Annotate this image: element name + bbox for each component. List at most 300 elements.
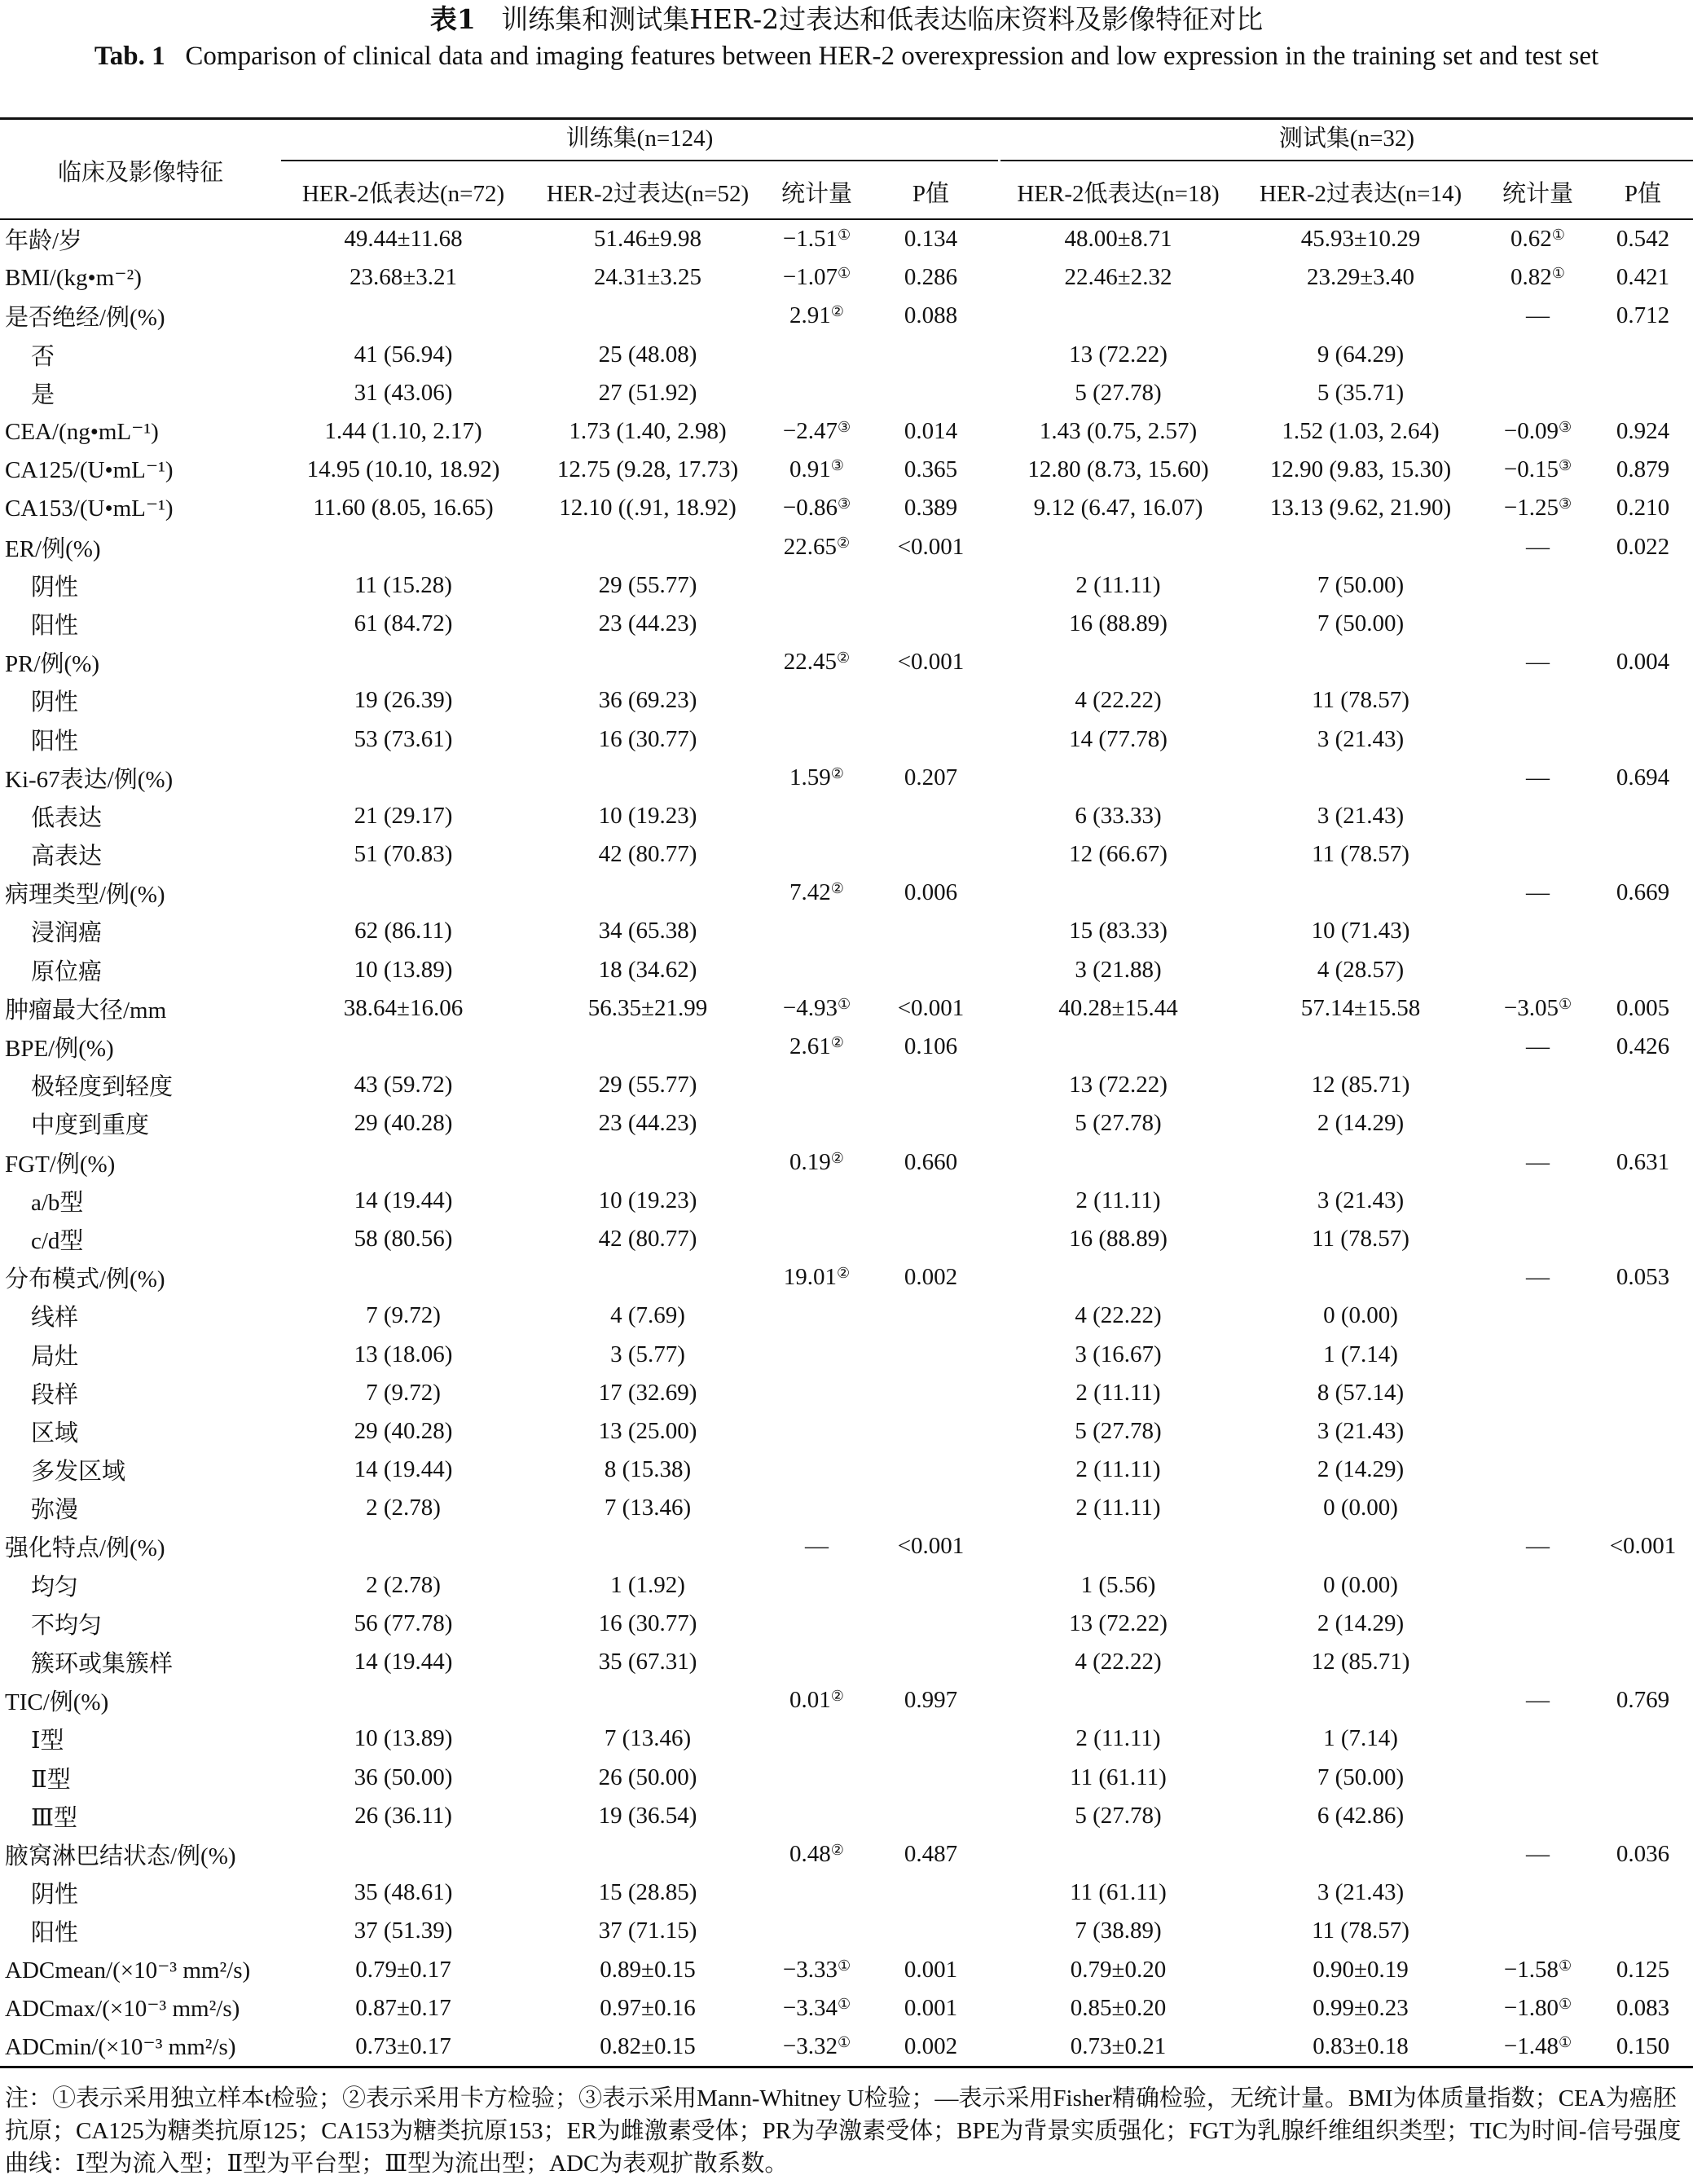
row-label: 是否绝经/例(%) — [5, 305, 165, 332]
table-row — [0, 835, 1693, 874]
cell-train-low: 7 (9.72) — [366, 1302, 441, 1329]
cell-train-stat: −3.34① — [782, 1994, 851, 2021]
cell-test-stat — [1483, 797, 1593, 835]
cell-train-p — [864, 1335, 998, 1373]
cell-train-p: 0.207 — [904, 764, 958, 790]
cell-test-stat — [1483, 1220, 1593, 1258]
table-row — [0, 412, 1693, 451]
cell-test-p — [1593, 951, 1693, 989]
cell-train-stat: −4.93① — [782, 994, 851, 1021]
table-row — [0, 1912, 1693, 1950]
cell-train-stat — [770, 681, 864, 720]
cell-test-low: 15 (83.33) — [1069, 918, 1168, 944]
cell-test-p — [1593, 1489, 1693, 1527]
cell-train-low: 38.64±16.06 — [343, 994, 464, 1021]
cell-test-low: 1.43 (0.75, 2.57) — [1039, 418, 1198, 445]
header-test-group: 测试集(n=32) — [1278, 125, 1415, 152]
cell-test-stat: — — [1526, 1148, 1550, 1175]
cell-test-p — [1593, 374, 1693, 412]
table-row — [0, 1950, 1693, 1988]
cell-train-p — [864, 336, 998, 374]
cell-test-p: 0.631 — [1616, 1148, 1670, 1175]
table-row — [0, 1797, 1693, 1835]
table-row — [0, 1527, 1693, 1565]
header-test-p: P值 — [1624, 181, 1662, 207]
cell-train-low: 10 (13.89) — [354, 956, 453, 983]
cell-train-low: 26 (36.11) — [354, 1802, 452, 1829]
cell-train-p — [864, 605, 998, 643]
cell-test-stat — [1483, 336, 1593, 374]
cell-test-stat: — — [1526, 649, 1550, 676]
table-row — [0, 1605, 1693, 1643]
cell-train-over: 7 (13.46) — [604, 1725, 692, 1752]
cell-train-over: 29 (55.77) — [598, 1072, 697, 1099]
cell-train-p: 0.134 — [904, 226, 958, 253]
cell-test-p — [1593, 1451, 1693, 1489]
table-row — [0, 1220, 1693, 1258]
cell-train-p: 0.365 — [904, 456, 958, 483]
cell-test-over — [1238, 1681, 1483, 1719]
cell-train-low: 10 (13.89) — [354, 1725, 453, 1752]
cell-train-over: 27 (51.92) — [598, 379, 697, 406]
row-label: 强化特点/例(%) — [5, 1535, 165, 1562]
table-body — [0, 220, 1693, 2066]
cell-test-p: 0.426 — [1616, 1033, 1670, 1060]
cell-train-low: 29 (40.28) — [354, 1417, 453, 1444]
row-label: 年龄/岁 — [5, 228, 83, 255]
cell-test-stat — [1483, 681, 1593, 720]
cell-test-stat — [1483, 951, 1593, 989]
cell-test-over: 7 (50.00) — [1317, 571, 1405, 598]
row-label: TIC/例(%) — [5, 1689, 109, 1716]
cell-train-p — [864, 1182, 998, 1220]
cell-train-p — [864, 1451, 998, 1489]
cell-train-low: 7 (9.72) — [366, 1379, 441, 1406]
cell-train-over — [525, 528, 770, 566]
table-row — [0, 528, 1693, 566]
cell-test-low: 40.28±15.44 — [1058, 994, 1178, 1021]
cell-test-p — [1593, 1374, 1693, 1412]
cell-test-low: 1 (5.56) — [1080, 1571, 1156, 1598]
cell-test-over: 1 (7.14) — [1323, 1341, 1398, 1367]
cell-test-stat: — — [1526, 1533, 1550, 1560]
cell-test-p: 0.150 — [1616, 2032, 1670, 2059]
cell-train-over — [525, 1143, 770, 1182]
cell-test-p: 0.053 — [1616, 1264, 1670, 1291]
cell-train-low: 58 (80.56) — [354, 1225, 453, 1252]
cell-test-over: 12 (85.71) — [1311, 1649, 1410, 1675]
table-row — [0, 1297, 1693, 1335]
cell-test-stat: — — [1526, 302, 1550, 329]
cell-train-low — [281, 1258, 525, 1297]
cell-train-over: 10 (19.23) — [598, 1187, 697, 1213]
row-label: 区域 — [31, 1420, 79, 1446]
row-label: Ⅱ型 — [31, 1766, 71, 1793]
cell-train-over: 51.46±9.98 — [594, 226, 701, 253]
table-row — [0, 797, 1693, 835]
cell-test-p — [1593, 1797, 1693, 1835]
row-label: ADCmean/(×10⁻³ mm²/s) — [5, 1957, 251, 1984]
cell-test-stat: — — [1526, 1264, 1550, 1291]
cell-test-low: 2 (11.11) — [1075, 1187, 1161, 1213]
cell-test-over: 3 (21.43) — [1317, 725, 1405, 752]
table-label-cn: 表1 — [429, 3, 476, 35]
cell-train-over — [525, 759, 770, 797]
cell-test-stat: — — [1526, 764, 1550, 790]
cell-train-p: <0.001 — [897, 994, 965, 1021]
cell-train-low: 37 (51.39) — [354, 1918, 453, 1944]
cell-train-stat — [770, 1605, 864, 1643]
table-row — [0, 1566, 1693, 1605]
cell-train-low: 29 (40.28) — [354, 1110, 453, 1137]
cell-train-p — [864, 1874, 998, 1912]
cell-train-stat — [770, 1797, 864, 1835]
row-label: CA125/(U•mL⁻¹) — [5, 457, 174, 484]
row-label: CEA/(ng•mL⁻¹) — [5, 419, 159, 446]
row-label: ADCmin/(×10⁻³ mm²/s) — [5, 2033, 236, 2060]
table-row — [0, 1989, 1693, 2028]
cell-train-over: 3 (5.77) — [610, 1341, 685, 1367]
cell-train-over — [525, 643, 770, 681]
cell-train-low: 13 (18.06) — [354, 1341, 453, 1367]
cell-train-over: 0.89±0.15 — [600, 1956, 696, 1983]
table-row — [0, 1374, 1693, 1412]
cell-train-over: 42 (80.77) — [598, 841, 697, 868]
cell-train-over — [525, 874, 770, 912]
cell-test-over — [1238, 297, 1483, 335]
cell-test-over: 57.14±15.58 — [1300, 994, 1421, 1021]
cell-train-low: 62 (86.11) — [354, 918, 452, 944]
cell-test-over: 8 (57.14) — [1317, 1379, 1405, 1406]
table-row — [0, 912, 1693, 950]
cell-test-p: 0.879 — [1616, 456, 1670, 483]
table-row — [0, 989, 1693, 1028]
row-label: FGT/例(%) — [5, 1151, 116, 1178]
cell-test-stat — [1483, 912, 1593, 950]
cell-train-low: 0.79±0.17 — [355, 1956, 451, 1983]
cell-test-stat — [1483, 1719, 1593, 1758]
cell-train-stat: 2.91② — [789, 302, 844, 329]
cell-train-low: 21 (29.17) — [354, 802, 453, 829]
train-group-rule — [281, 160, 998, 161]
header-train-stat: 统计量 — [781, 181, 852, 207]
cell-train-stat: −1.51① — [782, 226, 851, 253]
cell-test-over: 11 (78.57) — [1312, 1225, 1409, 1252]
cell-train-over — [525, 1835, 770, 1874]
row-label: ER/例(%) — [5, 535, 101, 562]
cell-test-low: 5 (27.78) — [1075, 1417, 1162, 1444]
cell-train-p — [864, 720, 998, 758]
cell-test-stat: −0.09③ — [1503, 418, 1572, 445]
cell-test-p: 0.125 — [1616, 1956, 1670, 1983]
cell-test-over: 4 (28.57) — [1317, 956, 1405, 983]
cell-train-p — [864, 681, 998, 720]
row-label: 阳性 — [31, 612, 79, 639]
cell-test-p — [1593, 1605, 1693, 1643]
header-feature: 临床及影像特征 — [57, 160, 223, 186]
cell-train-stat: 0.48② — [789, 1840, 844, 1867]
cell-test-over: 2 (14.29) — [1317, 1456, 1405, 1483]
cell-test-low: 0.73±0.21 — [1070, 2032, 1167, 2059]
cell-train-p: <0.001 — [897, 649, 965, 676]
cell-test-p: 0.005 — [1616, 994, 1670, 1021]
cell-train-over: 24.31±3.25 — [594, 264, 701, 291]
cell-train-p — [864, 1605, 998, 1643]
header-train-low: HER-2低表达(n=72) — [301, 181, 505, 207]
cell-test-stat: — — [1526, 1840, 1550, 1867]
table-row — [0, 1066, 1693, 1104]
cell-test-p: 0.210 — [1616, 495, 1670, 522]
cell-train-p: 0.286 — [904, 264, 958, 291]
cell-train-p: 0.660 — [904, 1148, 958, 1175]
cell-train-p: 0.002 — [904, 1264, 958, 1291]
cell-train-p — [864, 1489, 998, 1527]
cell-train-low — [281, 1028, 525, 1066]
cell-train-stat — [770, 797, 864, 835]
cell-train-stat: 2.61② — [789, 1033, 844, 1060]
cell-test-p — [1593, 1066, 1693, 1104]
cell-test-low: 7 (38.89) — [1075, 1918, 1162, 1944]
cell-test-stat: — — [1526, 1687, 1550, 1714]
row-label: 阴性 — [31, 689, 79, 716]
cell-test-p — [1593, 605, 1693, 643]
row-label: Ⅰ型 — [31, 1728, 64, 1755]
table-row — [0, 220, 1693, 258]
table-row — [0, 336, 1693, 374]
cell-train-p: <0.001 — [897, 1533, 965, 1560]
cell-train-p — [864, 1912, 998, 1950]
cell-train-low — [281, 643, 525, 681]
cell-train-stat — [770, 1912, 864, 1950]
cell-train-stat: −1.07① — [782, 264, 851, 291]
cell-test-over: 3 (21.43) — [1317, 1187, 1405, 1213]
cell-test-stat — [1483, 374, 1593, 412]
cell-train-stat — [770, 1066, 864, 1104]
cell-test-over: 11 (78.57) — [1312, 1918, 1409, 1944]
cell-train-stat: −2.47③ — [782, 418, 851, 445]
cell-train-low — [281, 1143, 525, 1182]
cell-test-over: 3 (21.43) — [1317, 1417, 1405, 1444]
cell-train-p — [864, 1759, 998, 1797]
cell-test-p — [1593, 720, 1693, 758]
cell-test-p: 0.924 — [1616, 418, 1670, 445]
table-row — [0, 605, 1693, 643]
cell-train-stat — [770, 951, 864, 989]
cell-train-stat: −3.32① — [782, 2032, 851, 2059]
cell-train-p: 0.106 — [904, 1033, 958, 1060]
cell-test-p: 0.036 — [1616, 1840, 1670, 1867]
cell-test-low: 22.46±2.32 — [1064, 264, 1172, 291]
cell-test-stat — [1483, 1412, 1593, 1451]
cell-test-over: 2 (14.29) — [1317, 1609, 1405, 1636]
cell-test-low — [998, 643, 1238, 681]
cell-train-p — [864, 1104, 998, 1143]
cell-test-p — [1593, 912, 1693, 950]
cell-test-low: 11 (61.11) — [1070, 1763, 1167, 1790]
row-label: 是 — [31, 381, 55, 408]
cell-test-low: 3 (21.88) — [1075, 956, 1162, 983]
cell-test-low: 9.12 (6.47, 16.07) — [1033, 495, 1203, 522]
cell-test-over — [1238, 1527, 1483, 1565]
table-row — [0, 1719, 1693, 1758]
cell-train-stat: 0.91③ — [789, 456, 844, 483]
cell-test-p: 0.022 — [1616, 533, 1670, 560]
cell-train-stat — [770, 1874, 864, 1912]
cell-test-low: 13 (72.22) — [1069, 1609, 1168, 1636]
cell-test-low: 11 (61.11) — [1070, 1879, 1167, 1906]
table-row — [0, 1681, 1693, 1719]
cell-test-low: 4 (22.22) — [1075, 687, 1162, 714]
table-caption-en — [65, 37, 1628, 76]
cell-test-p — [1593, 566, 1693, 605]
cell-test-low: 4 (22.22) — [1075, 1649, 1162, 1675]
cell-train-over: 17 (32.69) — [598, 1379, 697, 1406]
cell-train-stat — [770, 1412, 864, 1451]
cell-test-p — [1593, 1759, 1693, 1797]
cell-train-p: 0.088 — [904, 302, 958, 329]
row-label: 高表达 — [31, 843, 103, 870]
cell-train-stat: 0.19② — [789, 1148, 844, 1175]
cell-test-over — [1238, 1143, 1483, 1182]
cell-train-p — [864, 1643, 998, 1681]
cell-test-p — [1593, 1297, 1693, 1335]
cell-test-stat: 0.62① — [1511, 226, 1565, 253]
cell-train-stat — [770, 566, 864, 605]
cell-train-stat — [770, 1104, 864, 1143]
row-label: 浸润癌 — [31, 920, 103, 947]
cell-test-p: 0.669 — [1616, 879, 1670, 906]
cell-train-low: 51 (70.83) — [354, 841, 453, 868]
cell-test-over: 0 (0.00) — [1323, 1495, 1398, 1521]
cell-train-low — [281, 1835, 525, 1874]
cell-test-stat: −1.58① — [1503, 1956, 1572, 1983]
row-label: 分布模式/例(%) — [5, 1266, 165, 1293]
cell-test-low: 2 (11.11) — [1075, 1495, 1161, 1521]
cell-train-stat — [770, 1220, 864, 1258]
cell-train-stat: 0.01② — [789, 1687, 844, 1714]
cell-test-stat: −1.48① — [1503, 2032, 1572, 2059]
cell-train-p — [864, 835, 998, 874]
cell-train-p: 0.997 — [904, 1687, 958, 1714]
row-label: 病理类型/例(%) — [5, 882, 165, 909]
row-label: BPE/例(%) — [5, 1036, 114, 1063]
cell-train-over: 42 (80.77) — [598, 1225, 697, 1252]
cell-train-low: 11 (15.28) — [354, 571, 452, 598]
cell-test-over: 45.93±10.29 — [1300, 226, 1421, 253]
cell-test-low — [998, 759, 1238, 797]
cell-train-low: 23.68±3.21 — [350, 264, 457, 291]
cell-train-p — [864, 1374, 998, 1412]
bottom-rule — [0, 2066, 1693, 2068]
cell-train-p: <0.001 — [897, 533, 965, 560]
cell-train-over — [525, 1028, 770, 1066]
cell-test-low — [998, 528, 1238, 566]
cell-train-low — [281, 874, 525, 912]
cell-train-p: 0.001 — [904, 1994, 958, 2021]
table-title-cn: 训练集和测试集HER-2过表达和低表达临床资料及影像特征对比 — [501, 3, 1264, 35]
cell-test-low: 3 (16.67) — [1075, 1341, 1162, 1367]
table-row — [0, 1759, 1693, 1797]
cell-test-stat — [1483, 1297, 1593, 1335]
cell-train-stat — [770, 835, 864, 874]
cell-train-p — [864, 1797, 998, 1835]
table-row — [0, 489, 1693, 527]
cell-test-p — [1593, 1874, 1693, 1912]
cell-train-over — [525, 297, 770, 335]
cell-test-low — [998, 874, 1238, 912]
row-label: 肿瘤最大径/mm — [5, 997, 167, 1024]
cell-test-low: 16 (88.89) — [1069, 1225, 1168, 1252]
cell-train-stat — [770, 1566, 864, 1605]
cell-test-stat: −1.25③ — [1503, 495, 1572, 522]
row-label: 低表达 — [31, 804, 103, 831]
table-note: 注：①表示采用独立样本t检验；②表示采用卡方检验；③表示采用Mann-Whitney U检验；—表示采用Fisher精确检验，无统计量。BMI为体质量指数；CEA为癌胚抗原；CA125为糖类抗原125；CA153为糖类抗原153；ER为雌激素受体；PR为孕激素受体；BPE为背景实质强化；FGT为乳腺纤维组织类型；TIC为时间-信号强度曲线：Ⅰ型为流入型；Ⅱ型为平台型；Ⅲ型为流出型；ADC为表观扩散系数。 — [5, 2085, 1682, 2177]
cell-train-stat — [770, 912, 864, 950]
cell-train-low: 14 (19.44) — [354, 1649, 453, 1675]
table-row — [0, 1028, 1693, 1066]
cell-test-stat: — — [1526, 1033, 1550, 1060]
cell-test-over: 13.13 (9.62, 21.90) — [1269, 495, 1452, 522]
cell-train-stat — [770, 1759, 864, 1797]
cell-test-over: 23.29±3.40 — [1307, 264, 1414, 291]
cell-train-p: 0.014 — [904, 418, 958, 445]
table-title-en: Comparison of clinical data and imaging features between HER-2 overexpression and low expression in the training set and test set — [185, 42, 1599, 71]
cell-test-over — [1238, 1028, 1483, 1066]
cell-test-over — [1238, 643, 1483, 681]
cell-test-over: 7 (50.00) — [1317, 610, 1405, 636]
row-label: Ki-67表达/例(%) — [5, 766, 174, 793]
cell-test-low: 2 (11.11) — [1075, 571, 1161, 598]
cell-test-stat — [1483, 1374, 1593, 1412]
cell-train-over: 19 (36.54) — [598, 1802, 697, 1829]
cell-train-stat — [770, 1489, 864, 1527]
cell-train-over — [525, 1527, 770, 1565]
cell-test-stat: −3.05① — [1503, 994, 1572, 1021]
table-row — [0, 681, 1693, 720]
cell-train-over: 23 (44.23) — [598, 1110, 697, 1137]
row-label: ADCmax/(×10⁻³ mm²/s) — [5, 1995, 240, 2022]
cell-train-stat: 7.42② — [789, 879, 844, 906]
cell-test-stat — [1483, 1912, 1593, 1950]
cell-test-over — [1238, 1258, 1483, 1297]
cell-test-p — [1593, 1719, 1693, 1758]
cell-train-p: 0.002 — [904, 2032, 958, 2059]
cell-train-p: 0.389 — [904, 495, 958, 522]
cell-train-low — [281, 759, 525, 797]
cell-train-stat — [770, 1297, 864, 1335]
table-row — [0, 720, 1693, 758]
cell-train-low — [281, 297, 525, 335]
table-row — [0, 1143, 1693, 1182]
row-label: 簇环或集簇样 — [31, 1651, 174, 1678]
cell-train-over: 23 (44.23) — [598, 610, 697, 636]
row-label: 阳性 — [31, 1920, 79, 1947]
cell-test-low — [998, 1681, 1238, 1719]
cell-test-p — [1593, 1566, 1693, 1605]
cell-test-stat: — — [1526, 879, 1550, 906]
cell-train-over: 34 (65.38) — [598, 918, 697, 944]
row-label: 局灶 — [31, 1343, 79, 1370]
cell-test-p: <0.001 — [1609, 1533, 1677, 1560]
table-row — [0, 874, 1693, 912]
cell-train-p: 0.001 — [904, 1956, 958, 1983]
cell-train-low: 1.44 (1.10, 2.17) — [324, 418, 482, 445]
cell-test-over: 12.90 (9.83, 15.30) — [1269, 456, 1452, 483]
cell-train-over: 8 (15.38) — [604, 1456, 692, 1483]
row-label: 不均匀 — [31, 1612, 103, 1639]
cell-test-low — [998, 1835, 1238, 1874]
cell-train-low: 11.60 (8.05, 16.65) — [313, 495, 494, 522]
